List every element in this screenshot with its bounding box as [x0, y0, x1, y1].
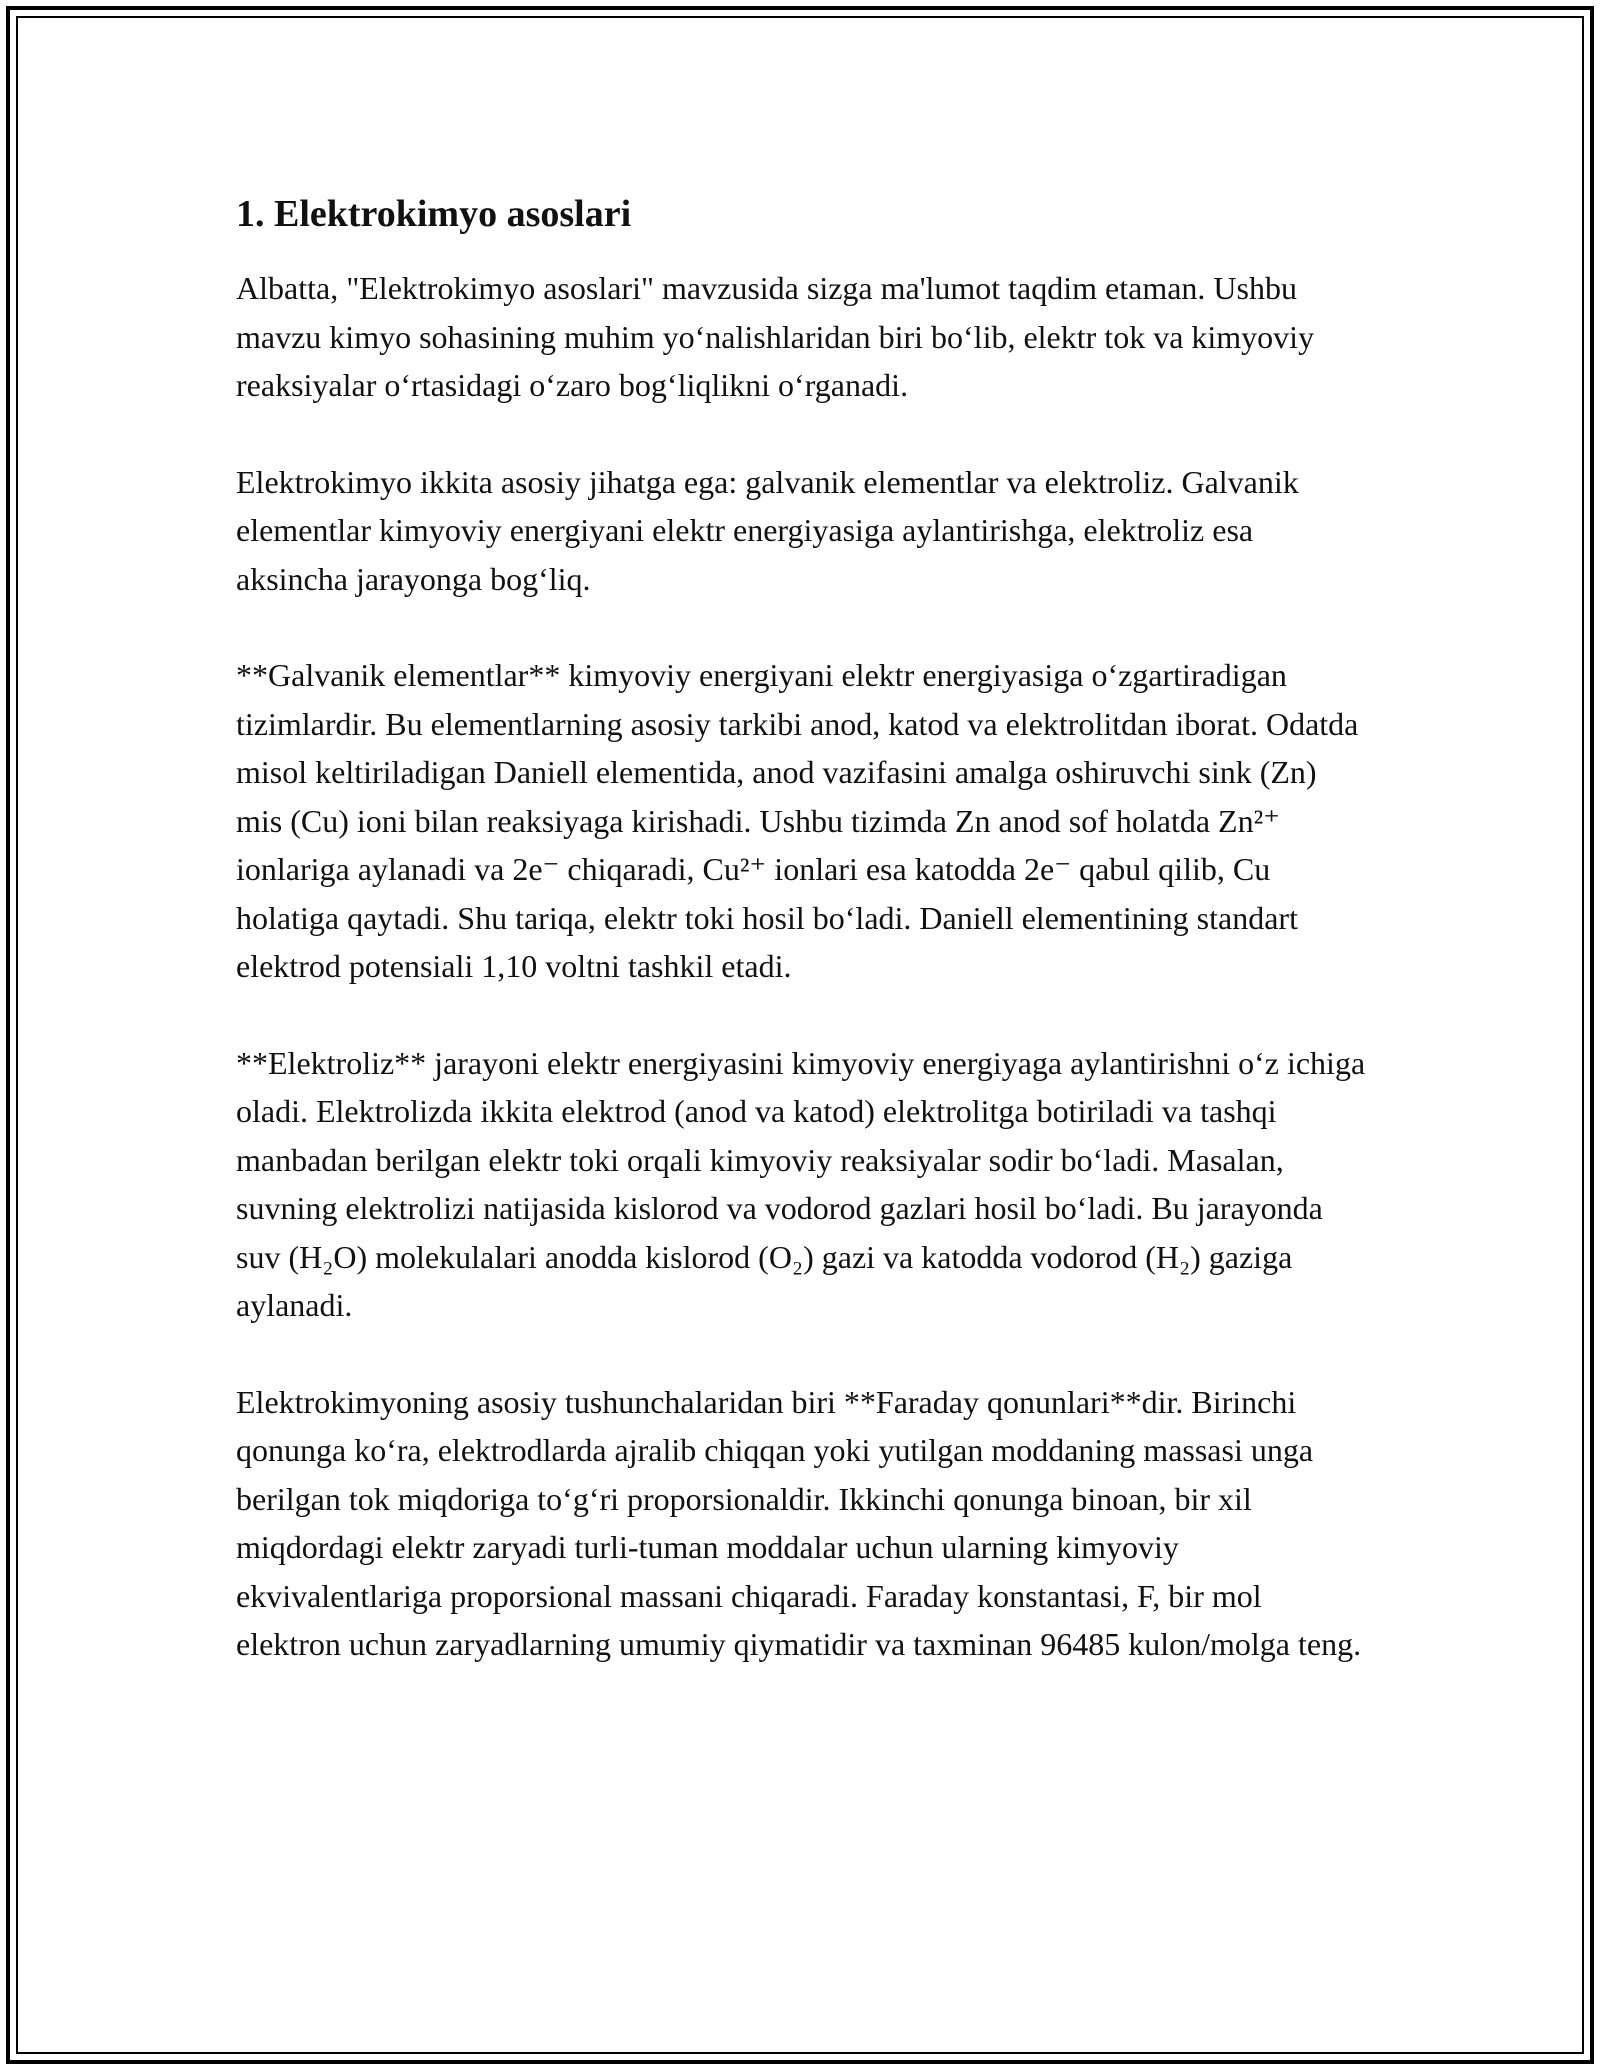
- paragraph-faraday: Elektrokimyoning asosiy tushunchalaridan biri **Faraday qonunlari**dir. Birinchi qonunga koʻra, elektrodlarda ajralib chiqqan yoki yutilgan moddaning massasi unga berilgan tok miqdoriga toʻgʻri proporsionaldir. Ikkinchi qonunga binoan, bir xil miqdordagi elektr zaryadi turli-tuman moddalar uchun ularning kimyoviy ekvivalentlariga proporsional massani chiqaradi. Faraday konstantasi, F, bir mol elektron uchun zaryadlarning umumiy qiymatidir va taxminan 96485 kulon/molga teng.: [236, 1383, 1362, 1662]
- paragraph-electrolysis: **Elektroliz** jarayoni elektr energiyasini kimyoviy energiyaga aylantirishni oʻz ichiga oladi. Elektrolizda ikkita elektrod (anod va katod) elektrolitga botiriladi va tashqi manbadan berilgan elektr toki orqali kimyoviy reaksiyalar sodir boʻladi. Masalan, suvning elektrolizi natijasida kislorod va vodorod gazlari hosil boʻladi. Bu jarayonda suv (H₂O) molekulalari anodda kislorod (O₂) gazi va katodda vodorod (H₂) gaziga aylanadi.: [236, 1044, 1366, 1323]
- document-page: [236, 186, 1366, 1717]
- paragraph-intro: Albatta, "Elektrokimyo asoslari" mavzusida sizga ma'lumot taqdim etaman. Ushbu mavzu kimyo sohasining muhim yoʻnalishlaridan biri boʻlib, elektr tok va kimyoviy reaksiyalar oʻrtasidagi oʻzaro bogʻliqlikni oʻrganadi.: [236, 270, 1315, 403]
- paragraph-aspects: Elektrokimyo ikkita asosiy jihatga ega: galvanik elementlar va elektroliz. Galvanik elementlar kimyoviy energiyani elektr energiyasiga aylantirishga, elektroliz esa aksincha jarayonga bogʻliq.: [236, 463, 1299, 597]
- paragraph-galvanic: **Galvanik elementlar** kimyoviy energiyani elektr energiyasiga oʻzgartiradigan tizimlardir. Bu elementlarning asosiy tarkibi anod, katod va elektrolitdan iborat. Odatda misol keltiriladigan Daniell elementida, anod vazifasini amalga oshiruvchi sink (Zn) mis (Cu) ioni bilan reaksiyaga kirishadi. Ushbu tizimda Zn anod sof holatda Zn²⁺ ionlariga aylanadi va 2e⁻ chiqaradi, Cu²⁺ ionlari esa katodda 2e⁻ qabul qilib, Cu holatiga qaytadi. Shu tariqa, elektr toki hosil boʻladi. Daniell elementining standart elektrod potensiali 1,10 voltni tashkil etadi.: [236, 657, 1359, 984]
- section-heading: 1. Elektrokimyo asoslari: [236, 193, 632, 235]
